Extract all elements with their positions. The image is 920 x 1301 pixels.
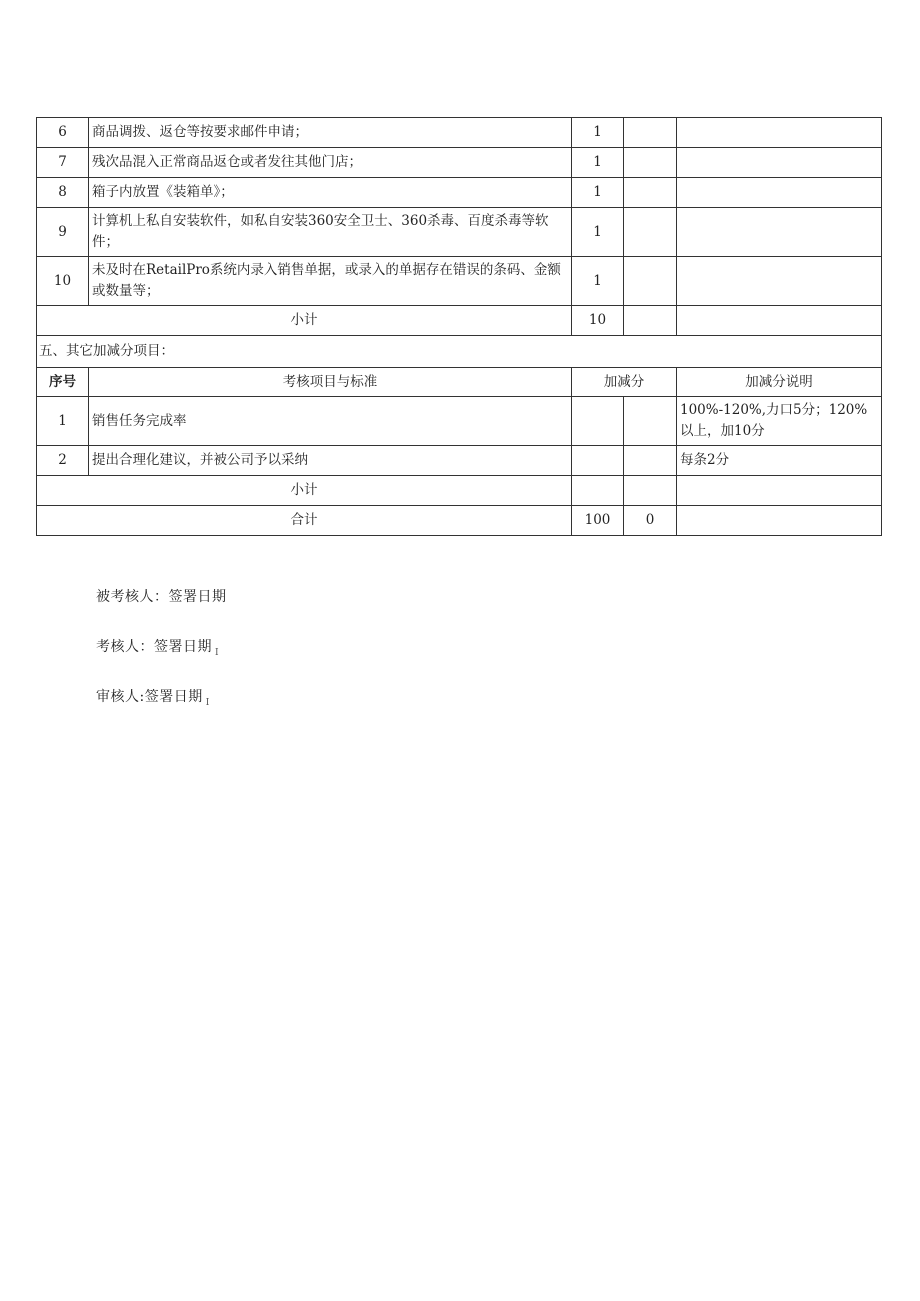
row-actual[interactable] [624, 148, 677, 178]
subtotal-score: 10 [572, 306, 624, 336]
section-row [37, 336, 882, 368]
row-number: 6 [37, 118, 89, 148]
row-actual[interactable] [624, 397, 677, 446]
row-score[interactable] [572, 397, 624, 446]
total-score: 100 [572, 506, 624, 536]
row-score[interactable] [572, 446, 624, 476]
row-actual[interactable] [624, 446, 677, 476]
row-number: 2 [37, 446, 89, 476]
assessor-label: 考核人：签署日期 [96, 639, 212, 655]
row-item: 箱子内放置《装箱单》； [89, 178, 572, 208]
section-title: 五、其它加减分项目： [37, 336, 882, 368]
assessment-table [36, 117, 882, 536]
table-row [37, 118, 882, 148]
row-number: 9 [37, 208, 89, 257]
row-item: 计算机上私自安装软件，如私自安装360安全卫士、360杀毒、百度杀毒等软件； [89, 208, 572, 257]
row-note: 每条2分 [677, 446, 882, 476]
table-row [37, 257, 882, 306]
row-note[interactable] [677, 148, 882, 178]
subtotal-actual[interactable] [624, 476, 677, 506]
total-row [37, 506, 882, 536]
total-note[interactable] [677, 506, 882, 536]
table-row [37, 148, 882, 178]
subtotal-note[interactable] [677, 306, 882, 336]
row-note[interactable] [677, 257, 882, 306]
row-actual[interactable] [624, 178, 677, 208]
row-item: 商品调拨、返仓等按要求邮件申请； [89, 118, 572, 148]
row-note[interactable] [677, 208, 882, 257]
row-note[interactable] [677, 178, 882, 208]
table-row [37, 208, 882, 257]
reviewer-label: 审核人:签署日期 [96, 689, 203, 705]
row-item: 残次品混入正常商品返仓或者发往其他门店； [89, 148, 572, 178]
row-actual[interactable] [624, 208, 677, 257]
row-score: 1 [572, 178, 624, 208]
row-item: 未及时在RetailPro系统内录入销售单据，或录入的单据存在错误的条码、金额或数量等； [89, 257, 572, 306]
row-number: 1 [37, 397, 89, 446]
total-label: 合计 [37, 506, 572, 536]
row-item: 销售任务完成率 [89, 397, 572, 446]
row-score: 1 [572, 257, 624, 306]
header-number: 序号 [37, 368, 89, 397]
assessee-signature-line [96, 586, 227, 606]
table-row [37, 178, 882, 208]
reviewer-mark: I [205, 698, 210, 708]
subtotal-label: 小计 [37, 476, 572, 506]
reviewer-signature-line [96, 686, 210, 708]
subtotal-row [37, 476, 882, 506]
row-score: 1 [572, 208, 624, 257]
row-note[interactable] [677, 118, 882, 148]
row-score: 1 [572, 148, 624, 178]
subtotal-note[interactable] [677, 476, 882, 506]
row-number: 7 [37, 148, 89, 178]
header-item: 考核项目与标准 [89, 368, 572, 397]
header-adjustment: 加减分 [572, 368, 677, 397]
table-row [37, 446, 882, 476]
total-actual: 0 [624, 506, 677, 536]
row-note: 100%-120%,力口5分；120%以上，加10分 [677, 397, 882, 446]
header-row [37, 368, 882, 397]
row-item: 提出合理化建议，并被公司予以采纳 [89, 446, 572, 476]
row-number: 10 [37, 257, 89, 306]
subtotal-label: 小计 [37, 306, 572, 336]
table-row [37, 397, 882, 446]
header-note: 加减分说明 [677, 368, 882, 397]
assessor-mark: I [215, 648, 220, 658]
assessor-signature-line [96, 636, 219, 658]
row-actual[interactable] [624, 118, 677, 148]
row-score: 1 [572, 118, 624, 148]
subtotal-actual[interactable] [624, 306, 677, 336]
row-number: 8 [37, 178, 89, 208]
row-actual[interactable] [624, 257, 677, 306]
subtotal-row [37, 306, 882, 336]
subtotal-score[interactable] [572, 476, 624, 506]
assessee-label: 被考核人：签署日期 [96, 589, 227, 605]
